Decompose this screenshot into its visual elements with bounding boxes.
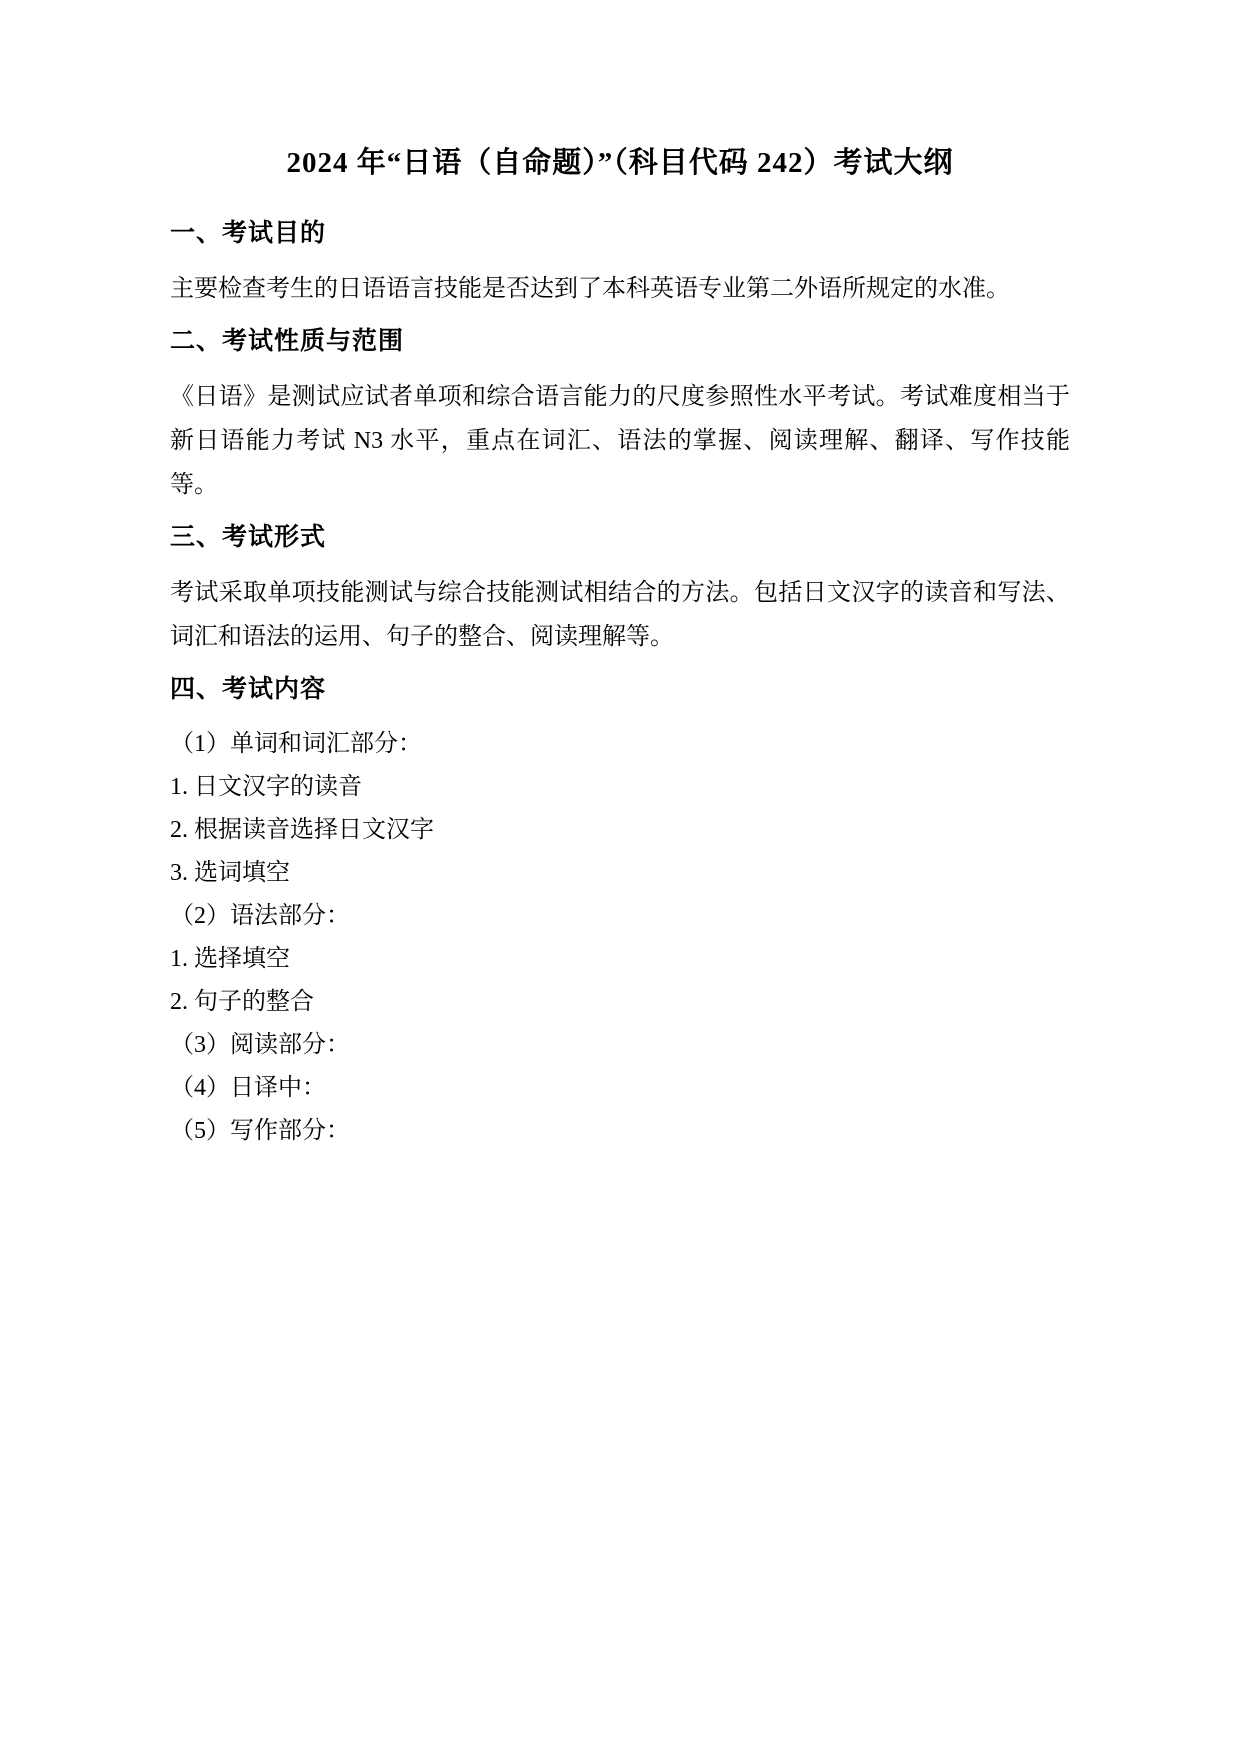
list-item-part2-2: 2. 句子的整合 [170,989,314,1015]
section-heading-exam-purpose: 一、考试目的 [170,219,327,247]
list-item-part2: （2）语法部分： [170,903,350,929]
paragraph-exam-purpose: 主要检查考生的日语语言技能是否达到了本科英语专业第二外语所规定的水准。 [170,276,1010,302]
list-item-part1-1: 1. 日文汉字的读音 [170,774,362,800]
list-item-part1: （1）单词和词汇部分： [170,731,422,757]
list-item-part5: （5）写作部分： [170,1118,350,1144]
section-heading-exam-content: 四、考试内容 [170,675,327,703]
list-item-part2-1: 1. 选择填空 [170,946,290,972]
list-item-part3: （3）阅读部分： [170,1032,350,1058]
list-item-part1-3: 3. 选词填空 [170,860,290,886]
section-exam-nature-scope [170,323,1070,507]
document-title: 2024 年“日语（自命题）”（科目代码 242）考试大纲 [286,147,954,179]
section-exam-content [170,671,1070,1153]
section-exam-format [170,519,1070,659]
list-item-part4: （4）日译中： [170,1075,326,1101]
list-item-part1-2: 2. 根据读音选择日文汉字 [170,817,434,843]
paragraph-exam-nature-scope: 《日语》是测试应试者单项和综合语言能力的尺度参照性水平考试。考试难度相当于新日语能力考试 N3 水平，重点在词汇、语法的掌握、阅读理解、翻译、写作技能等。 [170,384,1070,498]
paragraph-exam-format: 考试采取单项技能测试与综合技能测试相结合的方法。包括日文汉字的读音和写法、词汇和语法的运用、句子的整合、阅读理解等。 [170,580,1070,650]
section-heading-exam-nature-scope: 二、考试性质与范围 [170,327,405,355]
section-exam-purpose [170,215,1070,311]
section-heading-exam-format: 三、考试形式 [170,523,327,551]
